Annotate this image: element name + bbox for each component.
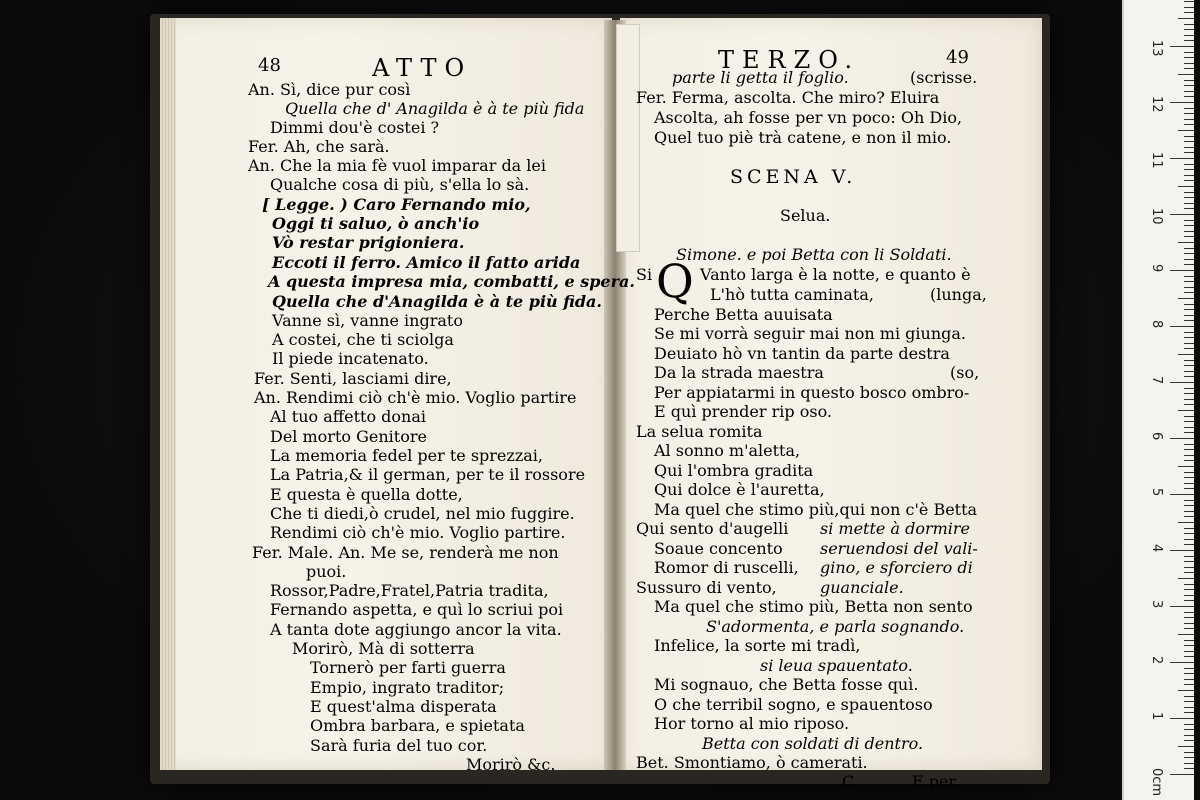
ruler-tick [1184, 701, 1194, 702]
right-text-line: si mette à dormire [820, 519, 971, 538]
left-running-header: ATTO [372, 54, 473, 82]
ruler-tick [1184, 253, 1194, 254]
right-text-line: Qui l'ombra gradita [654, 461, 814, 480]
ruler-tick [1178, 522, 1194, 523]
ruler-tick [1184, 365, 1194, 366]
ruler-tick [1184, 12, 1194, 13]
ruler-tick [1170, 662, 1194, 663]
ruler-tick [1184, 707, 1194, 708]
right-text-line: Betta con soldati di dentro. [702, 734, 924, 753]
right-text-line: Romor di ruscelli, [654, 558, 799, 577]
ruler-tick [1178, 186, 1194, 187]
right-text-line: guanciale. [820, 578, 904, 597]
right-text-line: Simone. e poi Betta con li Soldati. [676, 245, 952, 264]
ruler-tick [1184, 567, 1194, 568]
ruler-tick [1184, 203, 1194, 204]
ruler-tick [1184, 40, 1194, 41]
ruler-tick [1184, 80, 1194, 81]
ruler-tick [1170, 438, 1194, 439]
ruler-label: 4 [1149, 544, 1164, 553]
left-text-line: An. Rendimi ciò ch'è mio. Voglio partire [254, 388, 577, 407]
ruler-tick [1184, 376, 1194, 377]
ruler-tick [1184, 248, 1194, 249]
left-text-line: Sarà furia del tuo cor. [310, 736, 488, 755]
right-text-line: si leua spauentato. [760, 656, 913, 675]
ruler-tick [1178, 130, 1194, 131]
right-text-line: Vanto larga è la notte, e quanto è [700, 265, 971, 284]
ruler-tick [1184, 472, 1194, 473]
right-text-line: Soaue concento [654, 539, 783, 558]
ruler-tick [1178, 634, 1194, 635]
right-text-line: Fer. Ferma, ascolta. Che miro? Eluira [636, 88, 940, 107]
ruler-tick [1184, 427, 1194, 428]
left-text-line: Eccoti il ferro. Amico il fatto arida [272, 253, 581, 272]
right-text-line: Se mi vorrà seguir mai non mi giunga. [654, 324, 967, 343]
ruler-tick [1184, 763, 1194, 764]
ruler-tick [1170, 774, 1194, 775]
ruler-label: 3 [1149, 600, 1164, 609]
ruler-tick [1170, 718, 1194, 719]
ruler-tick [1184, 264, 1194, 265]
ruler-tick [1184, 544, 1194, 545]
left-text-line: Quella che d' Anagilda è à te più fida [285, 99, 585, 118]
ruler-tick [1184, 276, 1194, 277]
ruler-tick [1184, 1, 1194, 2]
ruler-tick [1178, 298, 1194, 299]
ruler-tick [1184, 505, 1194, 506]
ruler-tick [1178, 410, 1194, 411]
right-running-header: TERZO. [718, 46, 861, 74]
ruler-tick [1184, 757, 1194, 758]
ruler-label: 7 [1149, 376, 1164, 385]
ruler-label: 5 [1149, 488, 1164, 497]
left-text-line: Morirò &c. [466, 755, 556, 774]
ruler-tick [1184, 572, 1194, 573]
ruler-tick [1184, 197, 1194, 198]
ruler-label: 13 [1149, 40, 1164, 57]
ruler-tick [1184, 63, 1194, 64]
left-text-line: Fernando aspetta, e quì lo scriui poi [270, 600, 564, 619]
ruler-tick [1184, 460, 1194, 461]
ruler-tick [1178, 690, 1194, 691]
ruler-tick [1184, 147, 1194, 148]
ruler-label: 10 [1149, 208, 1164, 225]
ruler-tick [1184, 57, 1194, 58]
right-text-line: S'adormenta, e parla sognando. [706, 617, 965, 636]
left-text-line: A tanta dote aggiungo ancor la vita. [270, 620, 562, 639]
left-text-line: Fer. Ah, che sarà. [248, 137, 390, 156]
right-text-line: Qui dolce è l'auretta, [654, 480, 825, 499]
left-text-line: Vanne sì, vanne ingrato [272, 311, 463, 330]
ruler-label: 0cm [1149, 768, 1164, 797]
ruler-tick [1184, 488, 1194, 489]
left-text-line: La memoria fedel per te sprezzai, [270, 446, 543, 465]
ruler-label: 9 [1149, 264, 1164, 273]
ruler-tick [1184, 220, 1194, 221]
ruler-tick [1184, 236, 1194, 237]
left-text-line: La Patria,& il german, per te il rossore [270, 465, 586, 484]
ruler-tick [1184, 684, 1194, 685]
ruler-tick [1184, 175, 1194, 176]
ruler-tick [1184, 696, 1194, 697]
ruler-tick [1184, 124, 1194, 125]
ruler-tick [1184, 724, 1194, 725]
right-text-line: Al sonno m'aletta, [654, 441, 801, 460]
ruler-label: 2 [1149, 656, 1164, 665]
right-text-line: La selua romita [636, 422, 763, 441]
scene-title: SCENA V. [730, 166, 857, 188]
right-text-line: L'hò tutta caminata, [710, 285, 874, 304]
left-text-line: Rossor,Padre,Fratel,Patria tradita, [270, 581, 549, 600]
right-text-line: Si [636, 265, 653, 284]
ruler-tick [1184, 309, 1194, 310]
right-text-line: (so, [950, 363, 980, 382]
ruler-tick [1184, 231, 1194, 232]
right-text-line: Per appiatarmi in questo bosco ombro- [654, 383, 970, 402]
right-text-line: (lunga, [930, 285, 987, 304]
ruler-tick [1170, 606, 1194, 607]
left-text-line: Ombra barbara, e spietata [310, 716, 525, 735]
left-text-line: Oggi ti saluo, ò anch'io [272, 214, 480, 233]
ruler-tick [1184, 91, 1194, 92]
right-text-line: Deuiato hò vn tantin da parte destra [654, 344, 950, 363]
ruler-tick [1184, 516, 1194, 517]
ruler-tick [1178, 578, 1194, 579]
ruler-tick [1184, 332, 1194, 333]
right-text-line: Infelice, la sorte mi tradì, [654, 636, 861, 655]
ruler-tick [1184, 628, 1194, 629]
ruler-tick [1184, 500, 1194, 501]
ruler-tick [1184, 113, 1194, 114]
ruler-tick [1184, 24, 1194, 25]
ruler-tick [1184, 180, 1194, 181]
ruler-tick [1178, 746, 1194, 747]
ruler-tick [1184, 388, 1194, 389]
right-text-line: C [842, 772, 855, 791]
ruler-tick [1184, 152, 1194, 153]
left-page-number: 48 [258, 55, 281, 76]
left-text-line: Vò restar prigioniera. [272, 233, 465, 252]
ruler-tick [1184, 455, 1194, 456]
right-text-line: Sussuro di vento, [636, 578, 777, 597]
ruler-tick [1178, 74, 1194, 75]
right-text-line: gino, e sforciero di [820, 558, 973, 577]
right-text-line: Da la strada maestra [654, 363, 824, 382]
left-text-line: Del morto Genitore [270, 427, 427, 446]
left-text-line: [ Legge. ) Caro Fernando mio, [262, 195, 531, 214]
left-text-line: A costei, che ti sciolga [272, 330, 454, 349]
ruler-tick [1184, 259, 1194, 260]
ruler-tick [1184, 108, 1194, 109]
left-text-line: Il piede incatenato. [272, 349, 429, 368]
ruler-tick [1184, 371, 1194, 372]
ruler-tick [1184, 85, 1194, 86]
ruler-tick [1184, 645, 1194, 646]
ruler-tick [1184, 225, 1194, 226]
ruler-label: 6 [1149, 432, 1164, 441]
ruler-tick [1184, 449, 1194, 450]
ruler-tick [1184, 281, 1194, 282]
ruler-tick [1184, 589, 1194, 590]
right-text-line: Qui sento d'augelli [636, 519, 789, 538]
ruler-tick [1178, 18, 1194, 19]
ruler-tick [1184, 528, 1194, 529]
ruler-tick [1184, 539, 1194, 540]
left-text-line: Empio, ingrato traditor; [310, 678, 505, 697]
left-text-line: An. Che la mia fè vuol imparar da lei [248, 156, 547, 175]
ruler-label: 8 [1149, 320, 1164, 329]
ruler-tick [1184, 96, 1194, 97]
ruler-tick [1184, 7, 1194, 8]
right-text-line: seruendosi del vali- [820, 539, 978, 558]
ruler-tick [1184, 752, 1194, 753]
ruler-tick [1178, 466, 1194, 467]
ruler-tick [1184, 617, 1194, 618]
right-text-line: E quì prender rip oso. [654, 402, 832, 421]
ruler-tick [1184, 444, 1194, 445]
right-text-line: (scrisse. [910, 68, 978, 87]
right-text-line: Mi sognauo, che Betta fosse quì. [654, 675, 919, 694]
ruler-tick [1184, 656, 1194, 657]
ruler-tick [1184, 768, 1194, 769]
ruler-label: 1 [1149, 712, 1164, 721]
right-text-line: Bet. Smontiamo, ò camerati. [636, 753, 868, 772]
ruler-tick [1184, 623, 1194, 624]
measurement-ruler [1122, 0, 1194, 800]
ruler-tick [1184, 320, 1194, 321]
ruler-tick [1184, 668, 1194, 669]
ruler-tick [1184, 561, 1194, 562]
right-text-line: Quel tuo piè trà catene, e non il mio. [654, 128, 952, 147]
left-text-line: puoi. [306, 562, 347, 581]
ruler-tick [1170, 382, 1194, 383]
ruler-tick [1184, 584, 1194, 585]
ruler-tick [1184, 141, 1194, 142]
ruler-tick [1170, 46, 1194, 47]
ruler-tick [1184, 119, 1194, 120]
right-text-line: E per [912, 772, 957, 791]
ruler-label: 12 [1149, 96, 1164, 113]
right-page-number: 49 [946, 47, 969, 68]
ruler-tick [1184, 52, 1194, 53]
ruler-tick [1170, 494, 1194, 495]
ruler-tick [1184, 192, 1194, 193]
ruler-tick [1170, 550, 1194, 551]
ruler-tick [1184, 68, 1194, 69]
ruler-tick [1184, 511, 1194, 512]
ruler-tick [1184, 393, 1194, 394]
ruler-tick [1184, 348, 1194, 349]
ruler-tick [1170, 214, 1194, 215]
left-text-line: Rendimi ciò ch'è mio. Voglio partire. [270, 523, 566, 542]
ruler-tick [1170, 102, 1194, 103]
left-text-line: Fer. Male. An. Me se, renderà me non [252, 543, 559, 562]
left-text-line: E questa è quella dotte, [270, 485, 463, 504]
left-text-line: An. Sì, dice pur così [248, 80, 411, 99]
ruler-tick [1184, 399, 1194, 400]
ruler-tick [1184, 169, 1194, 170]
left-text-line: Al tuo affetto donai [270, 407, 426, 426]
right-text-line: Perche Betta auuisata [654, 305, 833, 324]
ruler-tick [1184, 360, 1194, 361]
ruler-tick [1184, 136, 1194, 137]
left-text-line: Tornerò per farti guerra [310, 658, 506, 677]
right-text-line: Hor torno al mio riposo. [654, 714, 850, 733]
ruler-tick [1184, 533, 1194, 534]
left-text-line: Quella che d'Anagilda è à te più fida. [272, 292, 602, 311]
ruler-tick [1184, 35, 1194, 36]
ruler-tick [1184, 421, 1194, 422]
ruler-tick [1184, 712, 1194, 713]
ruler-tick [1184, 740, 1194, 741]
drop-initial: Q [656, 254, 694, 308]
left-text-line: Morirò, Mà di sotterra [292, 639, 475, 658]
ruler-tick [1184, 483, 1194, 484]
ruler-tick [1170, 158, 1194, 159]
ruler-tick [1184, 29, 1194, 30]
ruler-tick [1184, 315, 1194, 316]
ruler-tick [1170, 326, 1194, 327]
left-text-line: A questa impresa mia, combatti, e spera. [268, 272, 635, 291]
ruler-tick [1184, 595, 1194, 596]
ruler-tick [1184, 416, 1194, 417]
right-text-line: parte li getta il foglio. [672, 68, 849, 87]
right-text-line: Ma quel che stimo più, Betta non sento [654, 597, 973, 616]
ruler-tick [1184, 164, 1194, 165]
ruler-tick [1184, 432, 1194, 433]
left-text-line: Fer. Senti, lasciami dire, [254, 369, 452, 388]
ruler-tick [1184, 208, 1194, 209]
ruler-tick [1184, 287, 1194, 288]
ruler-tick [1184, 651, 1194, 652]
right-text-line: O che terribil sogno, e spauentoso [654, 695, 933, 714]
ruler-tick [1178, 242, 1194, 243]
right-text-line: Ma quel che stimo più,qui non c'è Betta [654, 500, 978, 519]
ruler-label: 11 [1149, 152, 1164, 169]
scene-setting: Selua. [780, 206, 831, 225]
ruler-tick [1184, 556, 1194, 557]
ruler-tick [1184, 600, 1194, 601]
ruler-tick [1184, 673, 1194, 674]
left-text-line: E quest'alma disperata [310, 697, 497, 716]
ruler-tick [1184, 679, 1194, 680]
ruler-tick [1184, 640, 1194, 641]
right-text-line: Ascolta, ah fosse per vn poco: Oh Dio, [654, 108, 963, 127]
ruler-tick [1184, 337, 1194, 338]
ruler-tick [1184, 292, 1194, 293]
left-text-line: Che ti diedi,ò crudel, nel mio fuggire. [270, 504, 575, 523]
left-text-line: Dimmi dou'è costei ? [270, 118, 440, 137]
ruler-tick [1178, 354, 1194, 355]
left-text-line: Qualche cosa di più, s'ella lo sà. [270, 175, 530, 194]
ruler-tick [1184, 477, 1194, 478]
ruler-tick [1184, 404, 1194, 405]
ruler-tick [1184, 729, 1194, 730]
paper-tab [616, 24, 640, 252]
ruler-tick [1184, 735, 1194, 736]
ruler-tick [1170, 270, 1194, 271]
ruler-tick [1184, 343, 1194, 344]
ruler-tick [1184, 304, 1194, 305]
ruler-tick [1184, 612, 1194, 613]
